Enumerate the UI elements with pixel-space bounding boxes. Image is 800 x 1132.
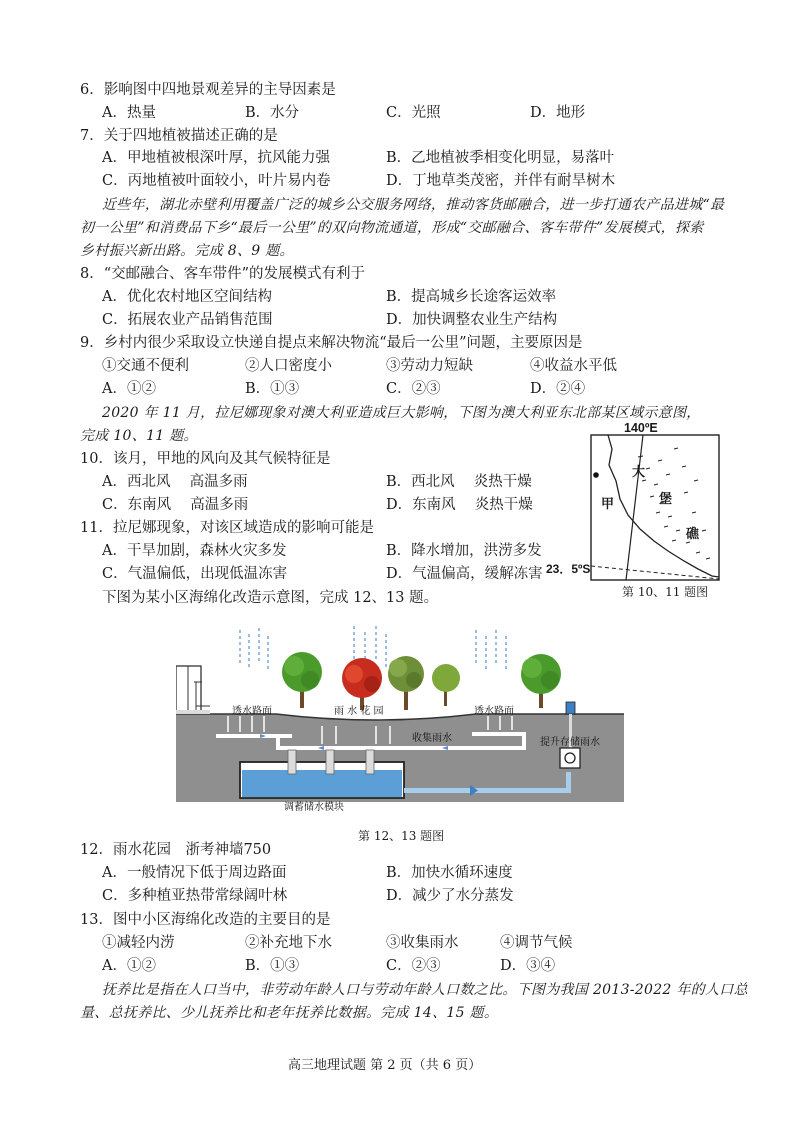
- q9-option-a: A．①②: [102, 381, 156, 397]
- q11-option-d: D．气温偏高，缓解冻害: [386, 566, 543, 582]
- q9-option-b: B．①③: [245, 381, 300, 397]
- q9-stem: 9．乡村内很少采取设立快递自提点来解决物流“最后一公里”问题，主要原因是: [80, 335, 583, 351]
- building-icon: [176, 666, 210, 712]
- map-lon-label: 140ºE: [624, 421, 658, 435]
- map-figure: [546, 421, 726, 601]
- sponge-drawing: [176, 622, 624, 812]
- passage-8-9-line-3: 乡村振兴新出路。完成 8、9 题。: [80, 243, 294, 259]
- label-permeable-right: 透水路面: [474, 706, 514, 717]
- q13-option-a: A．①②: [102, 958, 156, 974]
- q13-item-3: ③收集雨水: [386, 935, 459, 951]
- q12-stem: 12．雨水花园 浙考神墙750: [80, 842, 272, 858]
- passage-8-9-line-2: 初一公里”和消费品下乡“最后一公里”的双向物流通道，形成“交邮融合、客车带件”发展模式，探索: [80, 220, 704, 236]
- q9-item-4: ④收益水平低: [530, 358, 617, 374]
- map-lat-label: 23．5ºS: [546, 562, 591, 576]
- q13-item-1: ①减轻内涝: [102, 935, 175, 951]
- q13-item-4: ④调节气候: [500, 935, 573, 951]
- map-point-jia: [593, 472, 599, 478]
- map-reef-char-3: 礁: [686, 527, 700, 542]
- q7-option-c: C．丙地植被叶面较小，叶片易内卷: [102, 173, 331, 189]
- intro-12-13: 下图为某小区海绵化改造示意图，完成 12、13 题。: [102, 590, 439, 606]
- q11-option-b: B．降水增加，洪涝多发: [386, 543, 542, 559]
- q10-stem: 10．该月，甲地的风向及其气候特征是: [80, 451, 331, 467]
- map-caption: 第 10、11 题图: [622, 585, 709, 599]
- q10-option-a: A．西北风 高温多雨: [102, 474, 248, 490]
- label-collect-rain: 收集雨水: [412, 733, 452, 744]
- trees-icon: [282, 652, 561, 710]
- q7-stem: 7．关于四地植被描述正确的是: [80, 128, 278, 144]
- q7-option-b: B．乙地植被季相变化明显，易落叶: [386, 150, 615, 166]
- q8-option-b: B．提高城乡长途客运效率: [386, 289, 557, 305]
- q6-option-d: D．地形: [530, 105, 586, 121]
- passage-14-15-line-2: 量、总抚养比、少儿抚养比和老年抚养比数据。完成 14、15 题。: [80, 1005, 499, 1021]
- q6-option-c: C．光照: [386, 105, 441, 121]
- label-lift-store: 提升存储雨水: [540, 737, 600, 748]
- q8-stem: 8．“交邮融合、客车带件”的发展模式有利于: [80, 266, 366, 282]
- passage-14-15-line-1: 抚养比是指在人口当中，非劳动年龄人口与劳动年龄人口数之比。下图为我国 2013-2022 年的人口总: [102, 982, 748, 998]
- q11-option-c: C．气温偏低，出现低温冻害: [102, 566, 288, 582]
- q13-item-2: ②补充地下水: [245, 935, 332, 951]
- label-rain-garden: 雨 水 花 园: [334, 706, 384, 717]
- q13-option-b: B．①③: [245, 958, 300, 974]
- sponge-caption: 第 12、13 题图: [358, 829, 445, 843]
- passage-10-11-line-1: 2020 年 11 月，拉尼娜现象对澳大利亚造成巨大影响，下图为澳大利亚东北部某区域示意图，: [102, 405, 701, 421]
- q6-option-a: A．热量: [102, 105, 156, 121]
- q9-item-1: ①交通不便利: [102, 358, 189, 374]
- q9-option-c: C．②③: [386, 381, 441, 397]
- label-permeable-left: 透水路面: [232, 706, 272, 717]
- q12-option-c: C．多种植亚热带常绿阔叶林: [102, 888, 288, 904]
- q9-item-3: ③劳动力短缺: [386, 358, 473, 374]
- label-storage-module: 调蓄储水模块: [284, 802, 344, 813]
- map-place-jia: 甲: [601, 497, 615, 512]
- q11-option-a: A．干旱加剧，森林火灾多发: [102, 543, 287, 559]
- q11-stem: 11．拉尼娜现象，对该区域造成的影响可能是: [80, 520, 374, 536]
- q10-option-b: B．西北风 炎热干燥: [386, 474, 532, 490]
- q13-option-d: D．③④: [500, 958, 556, 974]
- q12-option-a: A．一般情况下低于周边路面: [102, 865, 287, 881]
- q12-option-d: D．减少了水分蒸发: [386, 888, 514, 904]
- q13-stem: 13．图中小区海绵化改造的主要目的是: [80, 912, 331, 928]
- passage-8-9-line-1: 近些年，湖北赤壁利用覆盖广泛的城乡公交服务网络，推动客货邮融合，进一步打通农产品进城“最: [102, 197, 725, 213]
- passage-10-11-line-2: 完成 10、11 题。: [80, 428, 198, 444]
- q7-option-a: A．甲地植被根深叶厚，抗风能力强: [102, 150, 330, 166]
- q8-option-c: C．拓展农业产品销售范围: [102, 312, 273, 328]
- q9-option-d: D．②④: [530, 381, 586, 397]
- q12-option-b: B．加快水循环速度: [386, 865, 513, 881]
- q8-option-a: A．优化农村地区空间结构: [102, 289, 272, 305]
- q6-option-b: B．水分: [245, 105, 300, 121]
- q6-stem: 6．影响图中四地景观差异的主导因素是: [80, 82, 336, 98]
- q13-option-c: C．②③: [386, 958, 441, 974]
- q10-option-d: D．东南风 炎热干燥: [386, 497, 533, 513]
- page-footer: 高三地理试题 第 2 页（共 6 页）: [288, 1058, 482, 1073]
- q7-option-d: D．丁地草类茂密，并伴有耐旱树木: [386, 173, 616, 189]
- sponge-figure: [176, 622, 624, 812]
- q8-option-d: D．加快调整农业生产结构: [386, 312, 558, 328]
- q10-option-c: C．东南风 高温多雨: [102, 497, 249, 513]
- map-reef-char-1: 大: [632, 465, 646, 480]
- q9-item-2: ②人口密度小: [245, 358, 332, 374]
- map-reef-char-2: 堡: [659, 492, 673, 507]
